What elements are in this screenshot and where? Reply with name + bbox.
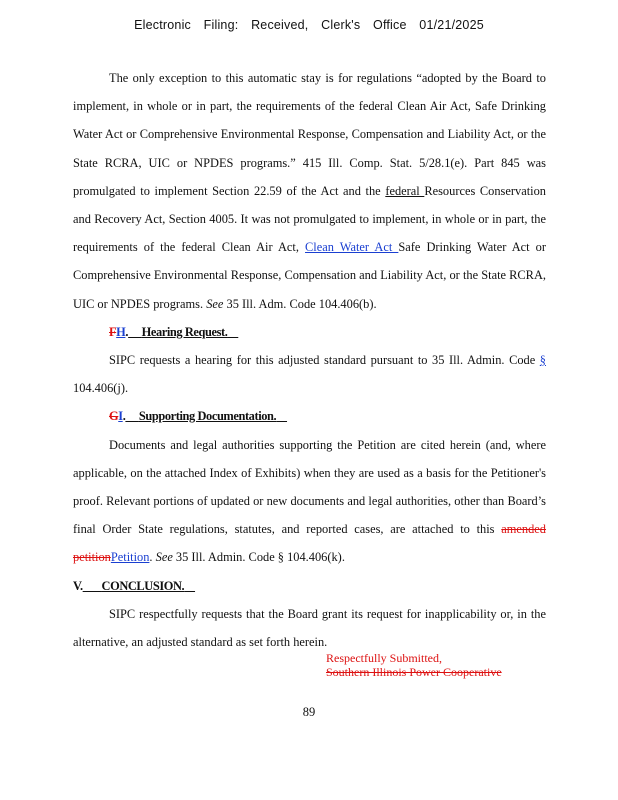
heading-title-text: Hearing Request.	[141, 324, 228, 339]
text-run: 35 Ill. Adm. Code 104.406(b).	[223, 296, 377, 311]
heading-title-text: Supporting Documentation.	[138, 409, 277, 424]
deleted-letter: F	[109, 324, 117, 339]
citation-signal: See	[155, 550, 173, 565]
heading-title-text: CONCLUSION.	[101, 578, 185, 593]
paragraph-hearing-request	[73, 346, 546, 402]
text-run: SIPC requests a hearing for this adjusted standard pursuant to 35 Ill. Admin. Code	[109, 353, 540, 368]
inserted-text: Clean Water Act	[305, 240, 399, 255]
inserted-letter: H	[116, 324, 126, 339]
section-number: V.	[73, 578, 83, 593]
citation-signal: See	[206, 296, 224, 311]
inserted-letter: I	[118, 409, 123, 424]
heading-title	[122, 409, 287, 424]
heading-dot: .	[122, 409, 126, 424]
deleted-text: amended petition	[73, 522, 546, 565]
signature-line-organization: Southern Illinois Power Cooperative	[326, 665, 502, 679]
page-number: 89	[302, 705, 316, 719]
heading-dot: .	[125, 324, 129, 339]
document-body	[73, 64, 546, 656]
signature-line-submitted: Respectfully Submitted,	[326, 651, 442, 665]
heading-title	[83, 579, 195, 593]
text-run: .	[149, 550, 156, 565]
signature-block	[326, 651, 502, 679]
filing-header: Electronic Filing: Received, Clerk's Office 01/21/2025	[134, 18, 484, 32]
text-run: 104.406(j).	[73, 381, 129, 396]
inserted-text: §	[539, 353, 546, 368]
inserted-text: Petition	[110, 550, 150, 565]
text-run: Documents and legal authorities supporting the Petition are cited herein (and, where applicable, on the attached Index of Exhibits) when they are used as a basis for the Petitioner's proof. Relevant portions of updated or new documents and legal authorities, other than Board’s final Order State regulations, statutes, and reported cases, are attached to this	[73, 437, 546, 537]
heading-title	[128, 325, 238, 339]
paragraph-supporting-documentation	[73, 431, 546, 572]
deleted-letter: G	[109, 409, 119, 424]
text-run: The only exception to this automatic stay is for regulations “adopted by the Board to implement, in whole or in part, the requirements of the federal Clean Air Act, Safe Drinking Water Act or Comprehensive Environmental Response, Compensation and Liability Act, or the State RCRA, UIC or NPDES programs.” 415 Ill. Comp. Stat. 5/28.1(e). Part 845 was promulgated to implement Section 22.59 of the Act and the	[73, 71, 546, 198]
paragraph-automatic-stay	[73, 64, 546, 318]
underlined-text: federal	[385, 183, 425, 198]
text-run: Resources Conservation and Recovery Act, Section 4005. It was not promulgated to implement, in whole or in part, the requirements of the federal Clean Air Act,	[73, 183, 546, 255]
section-heading-conclusion	[73, 572, 546, 600]
section-heading-hearing	[73, 318, 546, 346]
section-heading-documentation	[73, 402, 546, 430]
paragraph-conclusion: SIPC respectfully requests that the Board grant its request for inapplicability or, in the alternative, an adjusted standard as set forth herein.	[73, 606, 546, 650]
text-run: 35 Ill. Admin. Code § 104.406(k).	[172, 550, 345, 565]
text-run: Safe Drinking Water Act or Comprehensive Environmental Response, Compensation and Liability Act, or the State RCRA, UIC or NPDES programs.	[73, 240, 546, 311]
